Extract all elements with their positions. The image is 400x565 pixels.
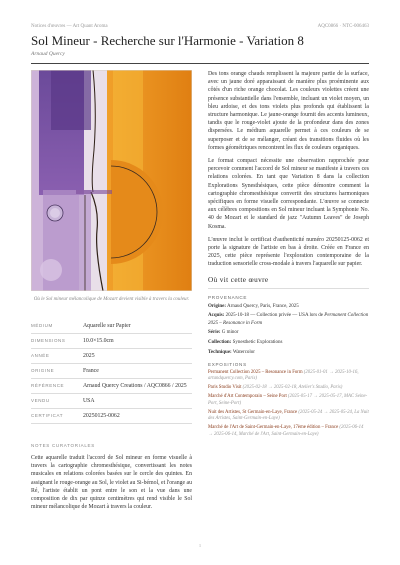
value: 2025-10-18 — Collection privée — USA lors de xyxy=(225,313,325,319)
meta-key: VENDU xyxy=(31,398,50,403)
provenance-series xyxy=(208,329,369,336)
meta-row-sold xyxy=(31,394,192,409)
title-rule xyxy=(31,63,369,64)
meta-value: Aquarelle sur Papier xyxy=(83,323,131,329)
exhibition-title: Permanent Collection 2025 – Resonance in Form xyxy=(208,369,303,375)
meta-value: 2025 xyxy=(83,353,95,359)
meta-key: RÉFÉRENCE xyxy=(31,383,65,388)
value: Arnaud Quercy, Paris, France, 2025 xyxy=(227,303,299,309)
exhibition-item xyxy=(208,410,369,423)
meta-value: France xyxy=(83,368,99,374)
exhibition-title: Marché de l'Art de Saint-Germain-en-Laye, 17ème édition – France xyxy=(208,425,339,431)
page-title: Sol Mineur - Recherche sur l'Harmonie - Variation 8 xyxy=(31,33,304,48)
exhibition-title: Marché d'Art Contemporain – Seine Port xyxy=(208,394,287,400)
description-paragraph: Le format compact nécessite une observation rapprochée pour percevoir comment l'accord de Sol mineur se manifeste à travers ces relations colorées. En tant que Variation 8 dans la collection Explorations Synesthésiques, cette pièce démontre comment la cartographie chromesthésique convertit des structures harmoniques spécifiques en forme visuelle correspondante. L'œuvre se connecte aux célèbres compositions en Sol mineur incluant la Symphonie No. 40 de Mozart et le standard de jazz "Autumn Leaves" de Joseph Kosma. xyxy=(208,158,369,230)
label: Collection: xyxy=(208,339,232,345)
meta-value: 20250125-0062 xyxy=(83,413,120,419)
label: Acquis: xyxy=(208,313,225,319)
exhibition-detail: (2025-01-01 → 2025-10-16, artandquercy.com, Paris) xyxy=(208,369,359,382)
meta-key: ANNÉE xyxy=(31,353,50,358)
artist-name: Arnaud Quercy xyxy=(31,51,65,57)
exhibition-item xyxy=(208,370,369,383)
exhibition-detail: (2025-05-24 → 2025-05-24, La Nuit des Artistes, Saint-Germain-en-Laye) xyxy=(208,409,369,422)
description-paragraph: Des tons orange chauds remplissent la majeure partie de la surface, avec un jaune doré apparaissant de manière plus proéminente aux côtés d'un riche orange chocolat. Les couleurs violettes créent une présence substantielle dans l'ensemble, incluant un violet moyen, un bleu ardoise, et des tons violets plus profonds qui établissent la structure harmonique. Le jaune-orange fournit des accents lumineux, tandis que le rouge-violet ajoute de la profondeur dans des zones dispersées. Le médium aquarelle permet à ces couleurs de se superposer et de se mélanger, créant des transitions fluides où les formes géométriques rencontrent les flux de couleurs organiques. xyxy=(208,71,369,151)
exhibitions-heading: EXPOSITIONS xyxy=(208,361,247,367)
header-left: Notices d'œuvres — Art Quant Aroma xyxy=(31,24,108,29)
meta-key: MÉDIUM xyxy=(31,323,53,328)
curatorial-notes: Cette aquarelle traduit l'accord de Sol mineur en forme visuelle à travers la cartographie chromesthésique, convertissant les notes musicales en relations colorées basées sur le cercle des quintes. En assignant le rouge-orange au Sol, le violet au Si-bémol, et l'orange au Ré, l'artiste établit un pont entre le son et la vue dans une composition de dix par quinze centimètres qui rend visible le Sol mineur mélancolique de Mozart à travers la couleur. xyxy=(31,455,192,511)
meta-value: 10.0×15.0cm xyxy=(83,338,114,344)
value-italic: Permanent Collection 2025 – Resonance in Form xyxy=(208,313,369,326)
label: Origine: xyxy=(208,303,227,309)
meta-row-dimensions xyxy=(31,334,192,349)
exhibition-detail: (2025-05-17 → 2025-05-17, MAC Seine-Port, Seine-Port) xyxy=(208,394,368,406)
notes-heading: NOTES CURATORIALES xyxy=(31,443,95,448)
meta-key: ORIGINE xyxy=(31,368,55,373)
provenance-origin xyxy=(208,303,369,310)
exhibition-detail: (2025-06-14 → 2025-06-14, Marché de l'Art, Saint-Germain-en-Laye) xyxy=(208,425,364,437)
meta-row-reference xyxy=(31,379,192,394)
artwork-painting xyxy=(31,70,192,291)
value: Synesthetic Explorations xyxy=(232,339,283,345)
exhibition-title: Paris Studio Visit xyxy=(208,385,242,391)
provenance-collection xyxy=(208,339,369,346)
meta-key: DIMENSIONS xyxy=(31,338,66,343)
header-right: AQC0866 · NTC-006463 xyxy=(317,24,369,29)
exhibition-title: Nuit des Artistes, St Germain-en-Laye, France xyxy=(208,409,298,415)
meta-row-origin xyxy=(31,364,192,379)
meta-value: USA xyxy=(83,398,95,404)
metadata-table xyxy=(31,319,192,424)
provenance-heading: PROVENANCE xyxy=(208,294,248,300)
meta-key: CERTIFICAT xyxy=(31,413,64,418)
exhibition-item xyxy=(208,394,369,407)
exhibition-item xyxy=(208,425,369,438)
exhibition-item xyxy=(208,385,369,392)
meta-row-certificate xyxy=(31,409,192,424)
value: G minor xyxy=(221,330,239,336)
label: Série: xyxy=(208,330,221,336)
meta-row-medium xyxy=(31,319,192,334)
location-heading: Où vit cette œuvre xyxy=(208,276,369,289)
provenance-acquired xyxy=(208,312,369,326)
value: Watercolor xyxy=(232,349,255,355)
meta-value: Arnaud Quercy Creations / AQC0866 / 2025 xyxy=(83,383,187,389)
right-column xyxy=(208,70,369,441)
running-header xyxy=(31,24,369,32)
exhibition-detail: (2025-02-18 → 2025-02-18, Atelier's Studio, Paris) xyxy=(241,385,343,391)
provenance-technique xyxy=(208,349,369,356)
label: Technique: xyxy=(208,349,232,355)
artwork-caption: Où le Sol mineur mélancolique de Mozart devient visible à travers la couleur. xyxy=(33,297,190,302)
page-number: 1 xyxy=(198,543,202,548)
meta-row-year xyxy=(31,349,192,364)
description-paragraph: L'œuvre inclut le certificat d'authenticité numéro 20250125-0062 et porte la signature de l'artiste en bas à droite. Créée en France en 2025, cette pièce représente l'exploration contemporaine de la traduction sensorielle cross-modale à travers l'aquarelle sur papier. xyxy=(208,236,369,268)
artwork-image xyxy=(31,70,192,291)
